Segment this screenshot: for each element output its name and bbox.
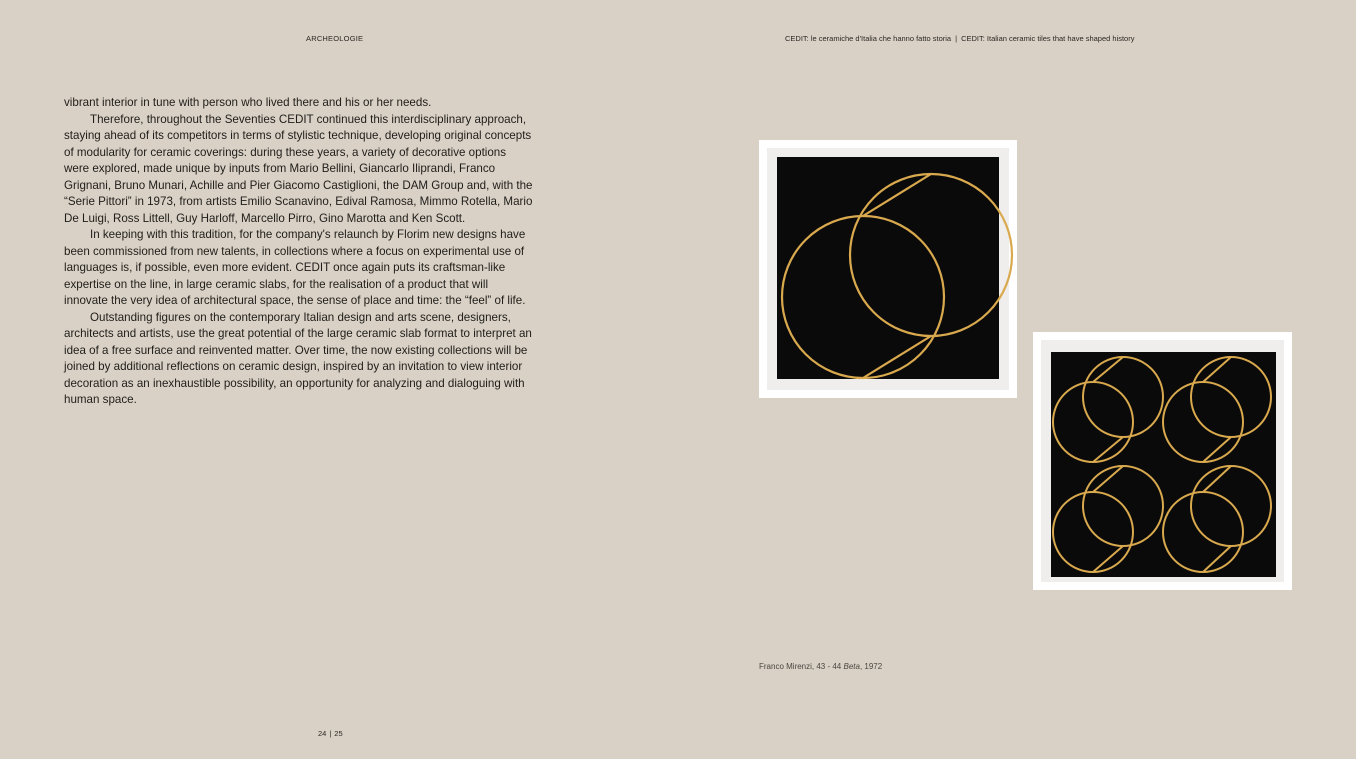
paragraph-continued: vibrant interior in tune with person who lived there and his or her needs.: [64, 96, 432, 109]
page-number-separator: |: [329, 729, 332, 738]
tile-artwork-single: [759, 140, 1017, 398]
caption-author: Franco Mirenzi, 43 - 44: [759, 662, 844, 671]
paragraph-seventies: Therefore, throughout the Seventies CEDIT continued this interdisciplinary approach, staying ahead of its competitors in terms of stylistic technique, developing original concepts of modularity for ceramic coverings: during these years, a variety of decorative options were explored, made unique by inputs from Mario Bellini, Giancarlo Iliprandi, Franco Grignani, Bruno Munari, Achille and Pier Giacomo Castiglioni, the DAM Group and, with the “Serie Pittori” in 1973, from artists Emilio Scanavino, Edival Ramosa, Mimmo Rotella, Mario De Luigi, Ross Littell, Guy Harloff, Marcello Pirro, Gino Marotta and Ken Scott.: [64, 112, 533, 225]
header-title-separator: |: [955, 34, 958, 43]
tile-image-beta-44: [1033, 332, 1292, 590]
caption-year: , 1972: [859, 662, 883, 671]
page-number-left: 24: [318, 729, 327, 738]
page-number-right: 25: [334, 729, 343, 738]
header-title-english: CEDIT: Italian ceramic tiles that have shaped history: [961, 34, 1135, 43]
body-text: [64, 95, 534, 409]
header-publication-title: [785, 34, 1134, 43]
paragraph-contemporary: Outstanding figures on the contemporary Italian design and arts scene, designers, architects and artists, use the great potential of the large ceramic slab format to interpret an idea of a free surface and reinvented matter. Over time, the now existing collections will be joined by additional reflections on ceramic design, inspired by an invitation to view interior decoration as an inexhaustible possibility, an opportunity for analyzing and dialoguing with human space.: [64, 310, 532, 406]
tile-artwork-quad: [1033, 332, 1292, 590]
tile-image-beta-43: [759, 140, 1017, 398]
paragraph-relaunch: In keeping with this tradition, for the company's relaunch by Florim new designs have been commissioned from new talents, in collections where a focus on experimental use of languages is, if possible, even more evident. CEDIT once again puts its craftsman-like expertise on the line, in large ceramic slabs, for the realisation of a product that will innovate the very idea of architectural space, the sense of place and time: the “feel” of life.: [64, 228, 526, 307]
tile-surface: [777, 157, 999, 379]
page-numbers: [318, 729, 343, 738]
header-title-italian: CEDIT: le ceramiche d'Italia che hanno fatto storia: [785, 34, 952, 43]
header-section-title: ARCHEOLOGIE: [306, 34, 364, 43]
image-caption: [759, 662, 882, 671]
caption-work-title: Beta: [843, 662, 860, 671]
